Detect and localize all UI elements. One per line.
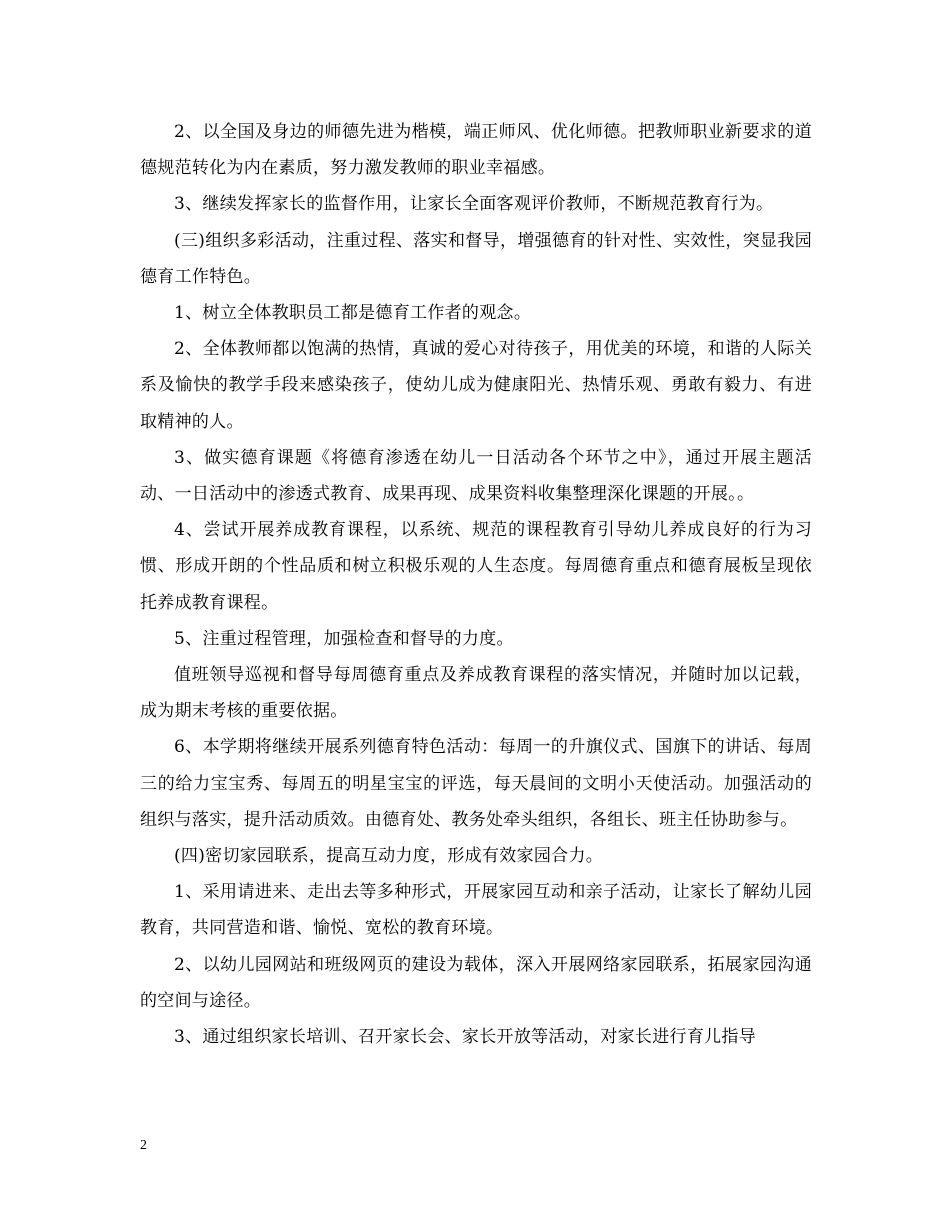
paragraph-duty-inspection: 值班领导巡视和督导每周德育重点及养成教育课程的落实情况，并随时加以记载，成为期末考核的重要依据。 — [140, 665, 812, 722]
paragraph-teacher-enthusiasm: 2、全体教师都以饱满的热情，真诚的爱心对待孩子，用优美的环境，和谐的人际关系及愉快的教学手段来感染孩子，使幼儿成为健康阳光、热情乐观、勇敢有毅力、有进取精神的人。 — [140, 339, 812, 432]
paragraph-parent-child-activities: 1、采用请进来、走出去等多种形式，开展家园互动和亲子活动，让家长了解幼儿园教育，共同营造和谐、愉悦、宽松的教育环境。 — [140, 882, 812, 939]
document-body — [140, 114, 812, 1055]
paragraph-staff-concept: 1、树立全体教职员工都是德育工作者的观念。 — [174, 303, 532, 324]
paragraph-website-contact: 2、以幼儿园网站和班级网页的建设为载体，深入开展网络家园联系，拓展家园沟通的空间与途径。 — [140, 954, 812, 1011]
page-number: 2 — [140, 1138, 147, 1153]
paragraph-parent-training: 3、通过组织家长培训、召开家长会、家长开放等活动，对家长进行育儿指导 — [174, 1027, 757, 1048]
paragraph-teacher-ethics-models: 2、以全国及身边的师德先进为楷模，端正师风、优化师德。把教师职业新要求的道德规范转化为内在素质，努力激发教师的职业幸福感。 — [140, 122, 812, 179]
paragraph-habit-curriculum: 4、尝试开展养成教育课程，以系统、规范的课程教育引导幼儿养成良好的行为习惯、形成开朗的个性品质和树立积极乐观的人生态度。每周德育重点和德育展板呈现依托养成教育课程。 — [140, 520, 812, 613]
paragraph-process-management: 5、注重过程管理，加强检查和督导的力度。 — [174, 628, 514, 649]
section-heading-activities: (三)组织多彩活动，注重过程、落实和督导，增强德育的针对性、实效性，突显我园德育工作特色。 — [140, 230, 812, 287]
paragraph-featured-activities: 6、本学期将继续开展系列德育特色活动：每周一的升旗仪式、国旗下的讲话、每周三的给力宝宝秀、每周五的明星宝宝的评选，每天晨间的文明小天使活动。加强活动的组织与落实，提升活动质效。由德育处、教务处牵头组织，各组长、班主任协助参与。 — [140, 737, 812, 830]
paragraph-parent-supervision: 3、继续发挥家长的监督作用，让家长全面客观评价教师，不断规范教育行为。 — [174, 194, 774, 215]
paragraph-research-topic: 3、做实德育课题《将德育渗透在幼儿一日活动各个环节之中》，通过开展主题活动、一日活动中的渗透式教育、成果再现、成果资料收集整理深化课题的开展。。 — [140, 447, 812, 505]
section-heading-home-school: (四)密切家园联系，提高互动力度，形成有效家园合力。 — [174, 846, 604, 867]
